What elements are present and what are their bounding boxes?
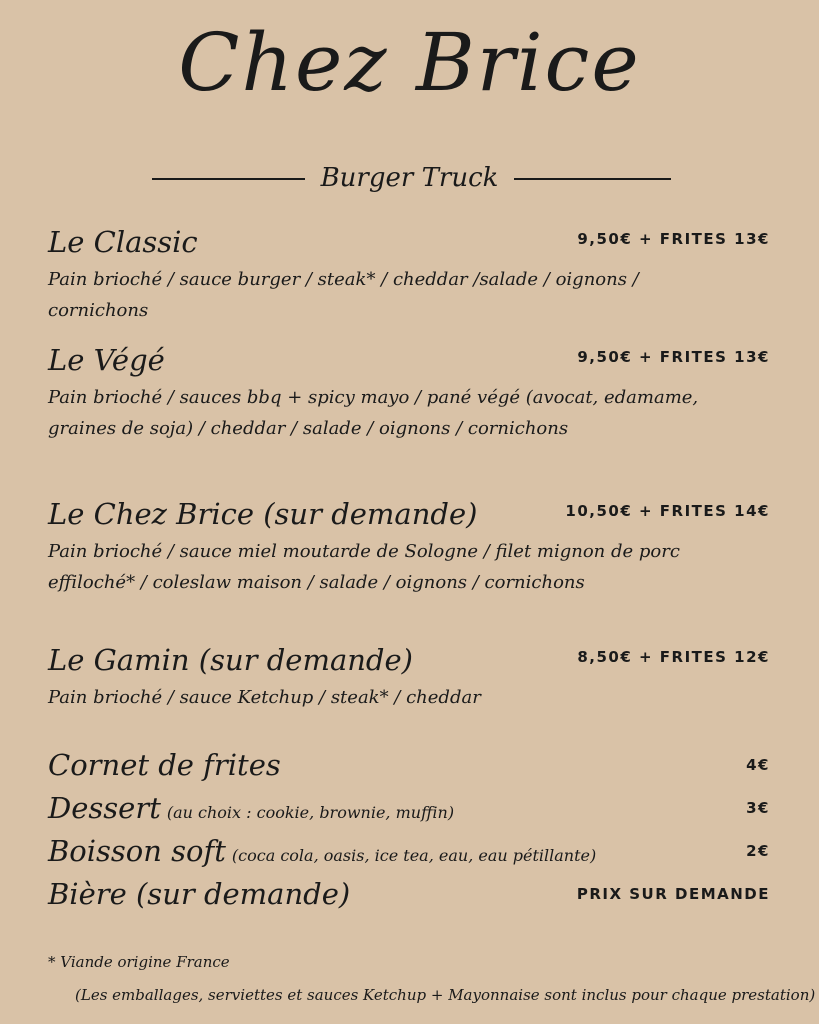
extra-item-title: Dessert: [48, 791, 161, 825]
menu-item-description: Pain brioché / sauce burger / steak* / cheddar /salade / oignons / cornichons: [48, 269, 639, 321]
menu-item-price: 9,50€ + FRITES 13€: [577, 230, 770, 248]
extra-item-price: 2€: [746, 842, 770, 860]
menu-item-name: Le Classic: [48, 225, 198, 259]
extra-item-name: [48, 874, 350, 914]
extra-item-beer: [48, 874, 770, 914]
extra-item-title: Cornet de frites: [48, 748, 281, 782]
extra-item-soft-drink: [48, 831, 770, 871]
page-title: Chez Brice: [178, 16, 641, 109]
extra-item-name: [48, 788, 454, 833]
menu-item-price: 10,50€ + FRITES 14€: [565, 502, 770, 520]
extra-item-detail: (coca cola, oasis, ice tea, eau, eau pétillante): [231, 846, 597, 865]
menu-item-price: 8,50€ + FRITES 12€: [577, 648, 770, 666]
menu-item-price: 9,50€ + FRITES 13€: [577, 348, 770, 366]
extra-item-name: [48, 745, 281, 785]
menu-item-chez-brice: [48, 494, 770, 598]
packaging-footnote: (Les emballages, serviettes et sauces Ketchup + Mayonnaise sont inclus pour chaque prestation): [75, 986, 816, 1004]
menu-item-description: Pain brioché / sauces bbq + spicy mayo / pané végé (avocat, edamame, graines de soja) / cheddar / salade / oignons / cornichons: [48, 387, 699, 439]
menu-item-name: Le Chez Brice (sur demande): [48, 497, 478, 531]
left-divider: [152, 178, 305, 180]
extra-item-fries: [48, 745, 770, 785]
extra-item-price: 3€: [746, 799, 770, 817]
subtitle-row: [0, 158, 819, 198]
menu-item-description: Pain brioché / sauce miel moutarde de Sologne / filet mignon de porc effiloché* / coleslaw maison / salade / oignons / cornichons: [48, 541, 680, 593]
extra-item-price: PRIX SUR DEMANDE: [576, 885, 770, 903]
menu-item-name: Le Végé: [48, 343, 165, 377]
origin-footnote: * Viande origine France: [48, 953, 230, 971]
subtitle: Burger Truck: [320, 163, 499, 193]
extra-item-title: Bière (sur demande): [48, 877, 351, 911]
extra-item-detail: (au choix : cookie, brownie, muffin): [166, 803, 455, 822]
menu-item-vege: [48, 340, 770, 444]
extra-item-price: 4€: [746, 756, 770, 774]
extra-item-name: [48, 831, 596, 876]
menu-item-classic: [48, 222, 770, 326]
menu-item-gamin: [48, 640, 770, 713]
extra-item-dessert: [48, 788, 770, 828]
menu-item-name: Le Gamin (sur demande): [48, 643, 413, 677]
menu-item-description: Pain brioché / sauce Ketchup / steak* / cheddar: [48, 687, 481, 708]
right-divider: [514, 178, 671, 180]
extra-item-title: Boisson soft: [48, 834, 226, 868]
